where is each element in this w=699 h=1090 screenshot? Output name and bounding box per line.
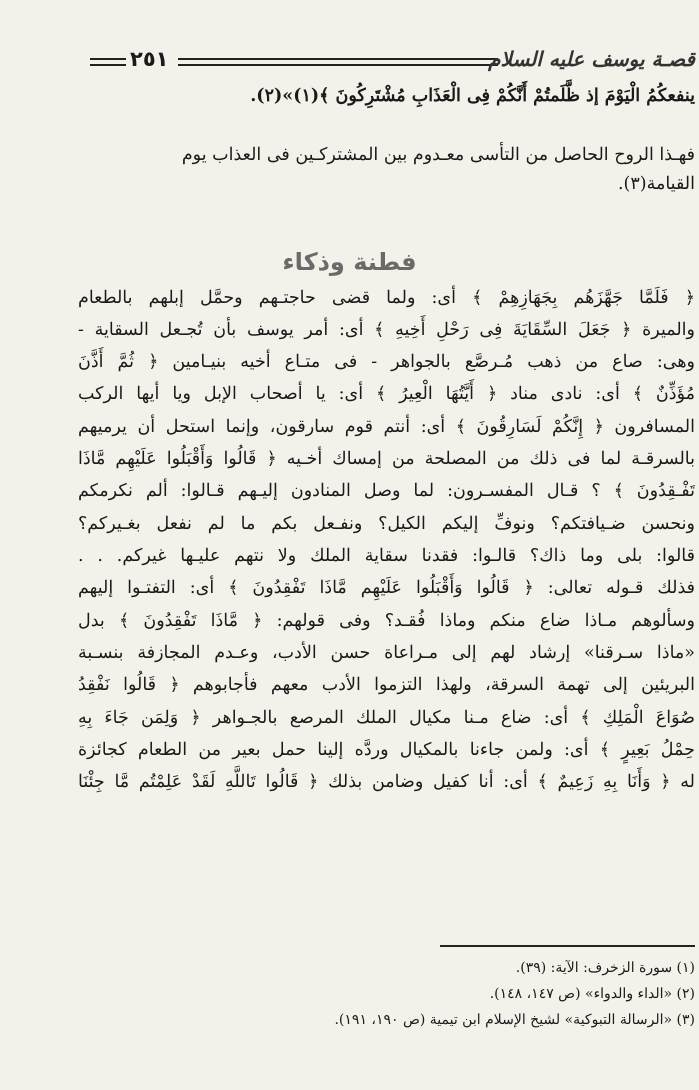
body-line: تَفْـقِدُونَ ﴾ ؟ قـال المفسـرون: لما وصل المنادون إليـهم قـالوا: ألم نكرمكم: [78, 481, 695, 501]
body-line: مُؤَذِّنٌ ﴾ أى: نادى مناد ﴿ أَيَّتُهَا الْعِيرُ ﴾ أى: يا أصحاب الإبل ويا أيها الركب: [78, 384, 695, 404]
page-number: ٢٥١: [130, 47, 169, 71]
body-line: صُوَاعَ الْمَلِكِ ﴾ أى: ضاع مـنا مكيال الملك المرصع بالجـواهر ﴿ وَلِمَن جَاءَ بِهِ: [78, 708, 695, 728]
page-header: [90, 47, 695, 77]
body-line: ﴿ فَلَمَّا جَهَّزَهُم بِجَهَازِهِمْ ﴾ أى: ولما قضى حاجتـهم وحمَّل إبلهم بالطعام: [78, 288, 695, 308]
body-line: «ماذا سـرقنا» إرشاد لهم إلى مـراعاة حسن الأدب، وعـدم المجازفة بنسـبة: [78, 643, 695, 663]
header-rule: [90, 64, 126, 66]
body-line: قالوا: بلى وما ذاك؟ قالـوا: فقدنا سقاية الملك ولا نتهم عليـها غيركم. . .: [78, 546, 695, 566]
body-line: والميرة ﴿ جَعَلَ السِّقَايَةَ فِى رَحْلِ أَخِيهِ ﴾ أى: أمر يوسف بأن تُجـعل السقاية -: [78, 320, 695, 340]
footnote-1: (١) سورة الزخرف: الآية: (٣٩).: [515, 960, 695, 976]
body-line: وسألوهم مـاذا ضاع منكم وماذا فُقـد؟ وفى قولهم: ﴿ مَّاذَا تَفْقِدُونَ ﴾ بدل: [78, 611, 695, 631]
header-rule: [178, 58, 498, 60]
body-line: فذلك قـوله تعالى: ﴿ قَالُوا وَأَقْبَلُوا عَلَيْهِم مَّاذَا تَفْقِدُونَ ﴾ أى: التفتـوا إليهم: [78, 578, 695, 598]
body-line: حِمْلُ بَعِيرٍ ﴾ أى: ولمن جاءنا بالمكيال وردَّه إلينا حمل بعير من الطعام كجائزة: [78, 740, 695, 760]
body-line: المسافرون ﴿ إِنَّكُمْ لَسَارِقُونَ ﴾ أى: أنتم قوم سارقون، وإنما استحل أن يرميهم: [78, 417, 695, 437]
footnote-2: (٢) «الداء والدواء» (ص ١٤٧، ١٤٨).: [489, 986, 695, 1002]
header-rule: [90, 58, 126, 60]
body-line: ونحسن ضـيافتكم؟ ونوفِّ إليكم الكيل؟ ونفـعل بكم ما لم نفعل بغـيركم؟: [78, 514, 695, 534]
body-line: له ﴿ وَأَنَا بِهِ زَعِيمٌ ﴾ أى: أنا كفيل وضامن بذلك ﴿ قَالُوا تَاللَّهِ لَقَدْ عَلِمْتُم مَّا جِئْنَا: [78, 772, 695, 792]
quran-verse-line: ينفعكُمُ الْيَوْمَ إذ ظَّلَمتُمْ أَنَّكُمْ فِى الْعَذَابِ مُشْتَرِكُونَ ﴾(١)»(٢).: [250, 86, 695, 106]
header-rule: [178, 64, 498, 66]
paragraph-line: القيامة(٣).: [617, 174, 695, 194]
running-title: قصـة يوسف عليه السلام: [488, 47, 695, 71]
body-line: بالسرقـة لما فى ذلك من المصلحة من إمساك أخـيه ﴿ قَالُوا وَأَقْبَلُوا عَلَيْهِم مَّاذَا: [78, 449, 695, 469]
body-line: وهى: صاع من ذهب مُـرصَّع بالجواهر - فى متـاع أخيه بنيـامين ﴿ ثُمَّ أَذَّنَ: [78, 352, 695, 372]
section-heading: فطنة وذكاء: [282, 248, 417, 276]
footnote-separator: [440, 945, 695, 947]
body-line: البريئين إلى تهمة السرقة، ولهذا التزموا الأدب معهم فأجابوهم ﴿ قَالُوا نَفْقِدُ: [78, 675, 695, 695]
paragraph-line: فهـذا الروح الحاصل من التأسى معـدوم بين المشتركـين فى العذاب يوم: [181, 145, 695, 165]
footnote-3: (٣) «الرسالة التبوكية» لشيخ الإسلام ابن تيمية (ص ١٩٠، ١٩١).: [334, 1012, 695, 1028]
